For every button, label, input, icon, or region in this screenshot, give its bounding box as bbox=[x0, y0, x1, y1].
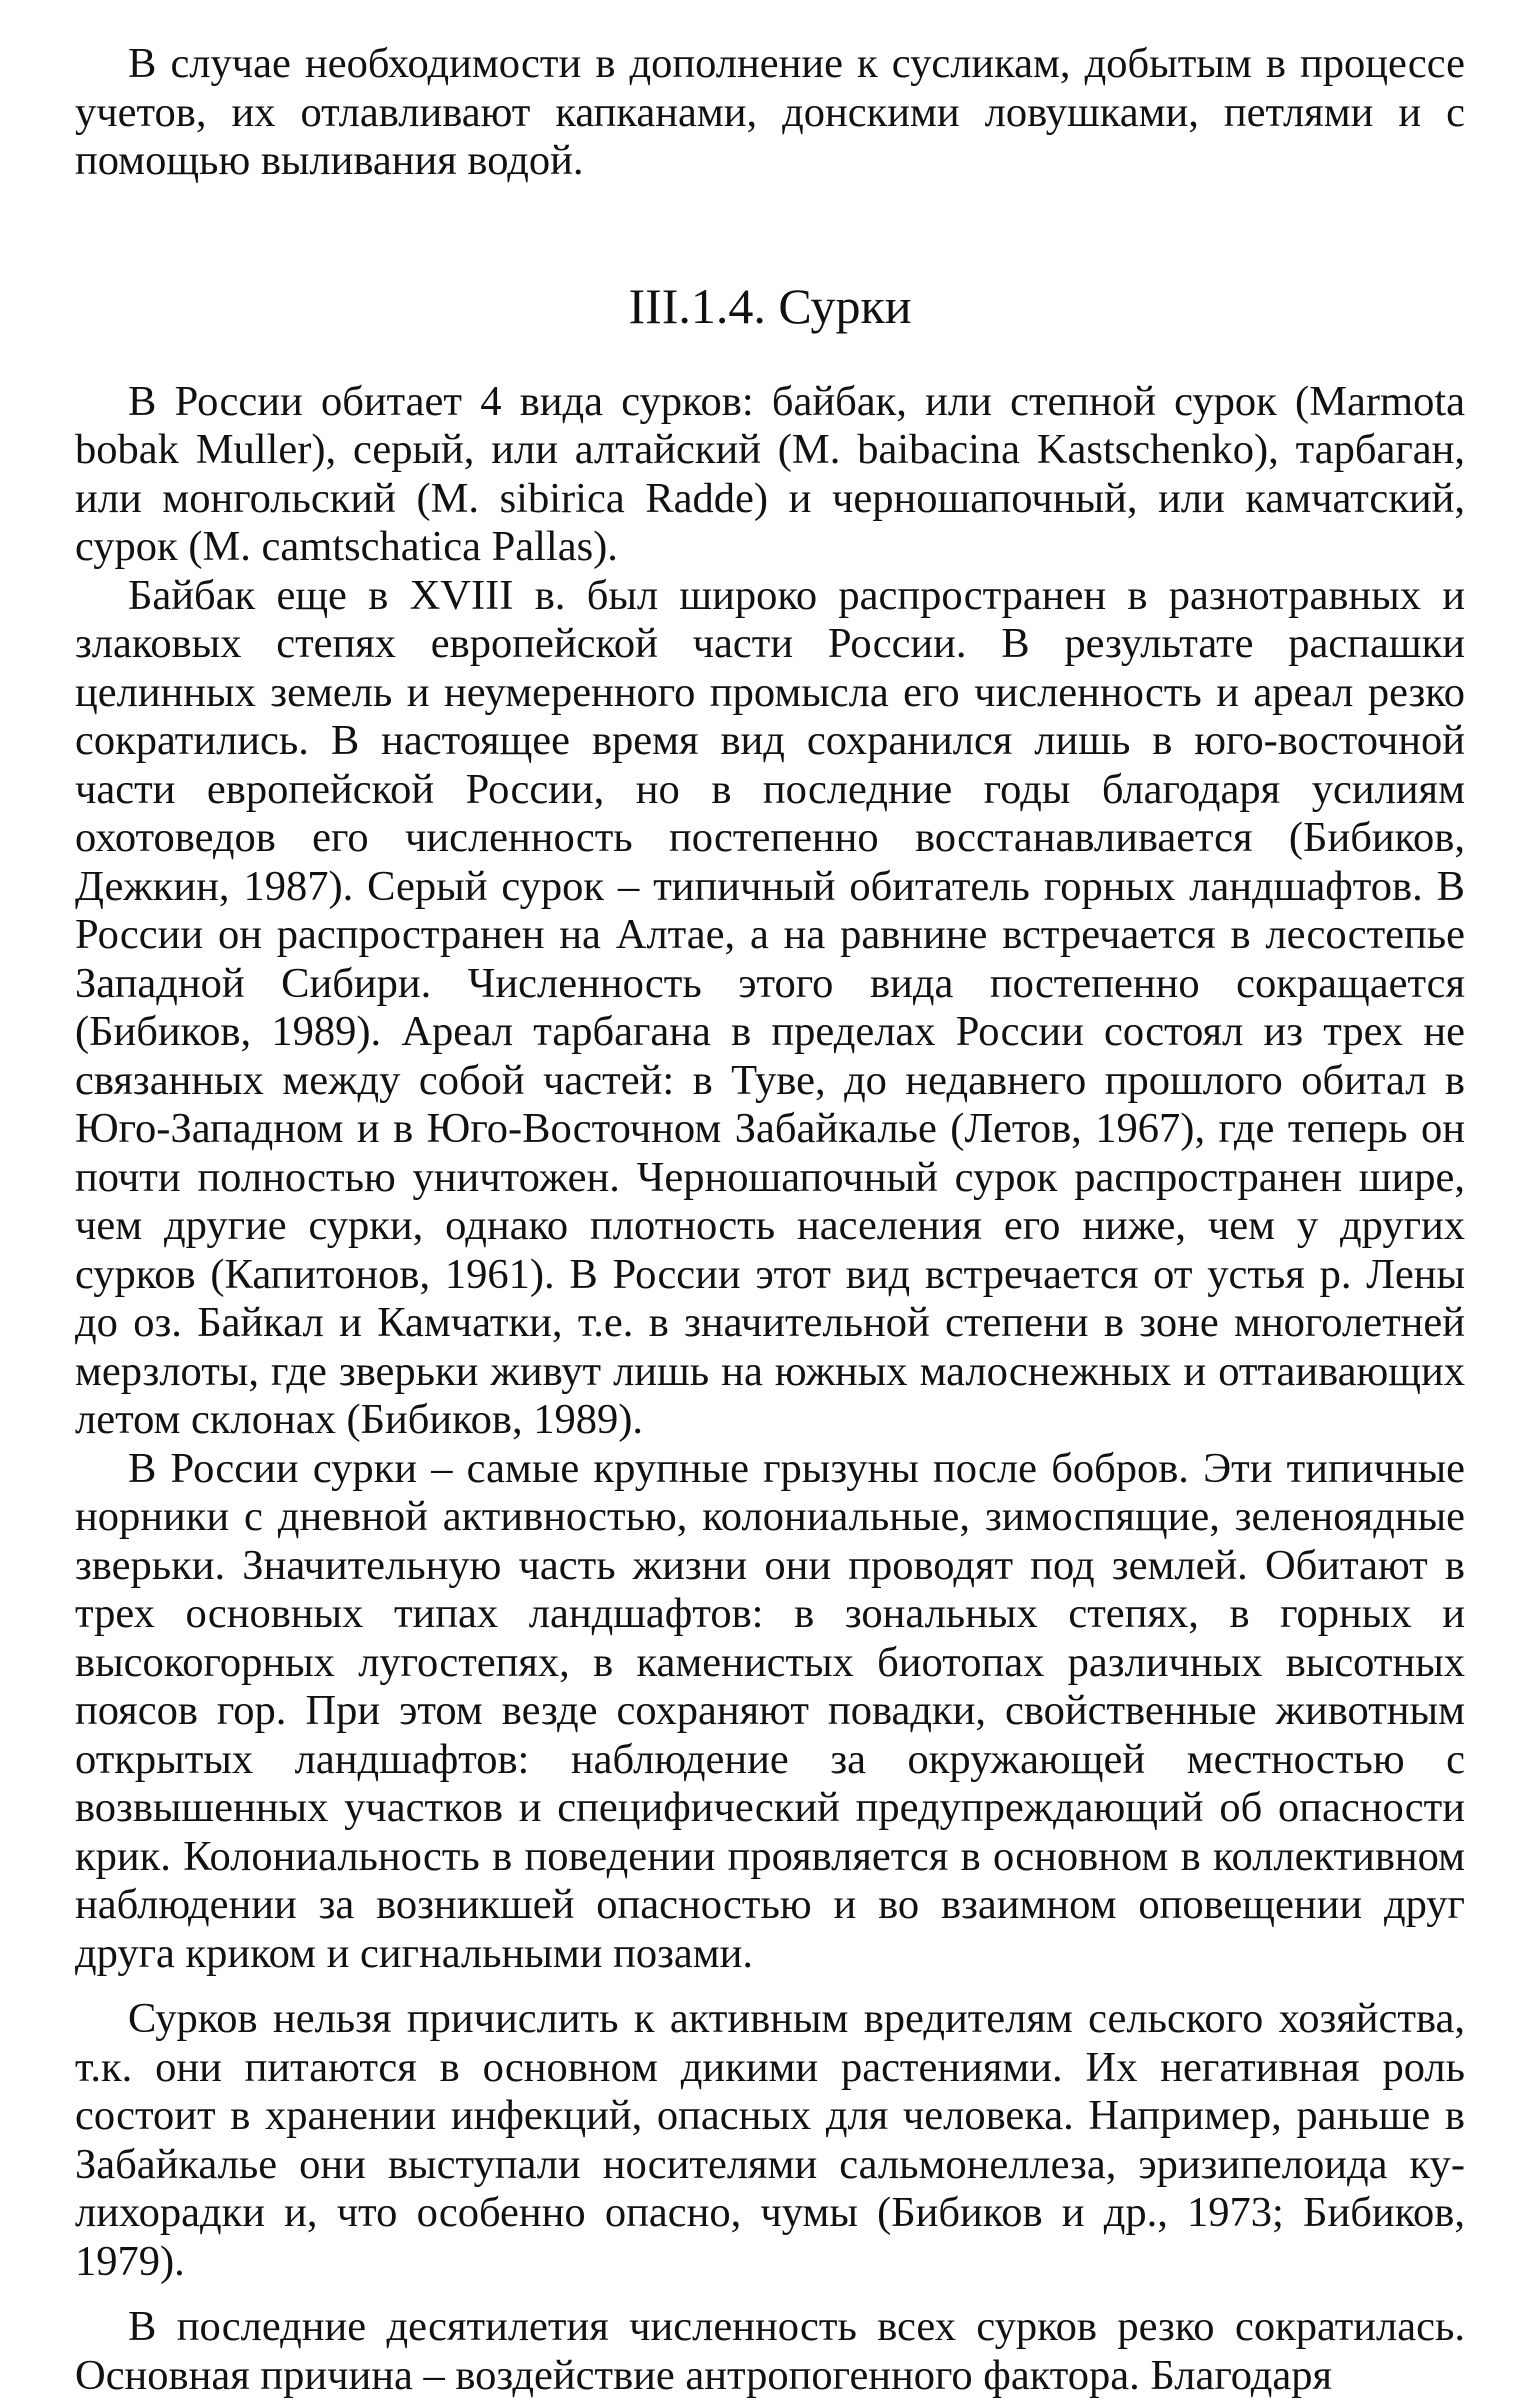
paragraph-species: В России обитает 4 вида сурков: байбак, или степной сурок (Marmota bobak Muller), серый, или алтайский (M. baibacina Kastschenko), тарбаган, или монгольский (M. sibirica Radde) и черношапочный, или камчатский, сурок (M. camtschatica Pallas). bbox=[75, 377, 1465, 570]
section-heading: III.1.4. Сурки bbox=[628, 277, 912, 334]
paragraph-pests: Сурков нельзя причислить к активным вредителям сельского хозяйства, т.к. они питаются в основном дикими растениями. Их негативная роль состоит в хранении инфекций, опасных для человека. Например, раньше в Забайкалье они выступали носителями сальмонеллеза, эризипелоида ку-лихорадки и, что особенно опасно, чумы (Бибиков и др., 1973; Бибиков, 1979). bbox=[75, 1995, 1465, 2285]
intro-paragraph: В случае необходимости в дополнение к сусликам, добытым в процессе учетов, их отлавливают капканами, донскими ловушками, петлями и с помощью выливания водой. bbox=[75, 40, 1465, 184]
document-page bbox=[75, 40, 1465, 2400]
paragraph-decline: В последние десятилетия численность всех сурков резко сократилась. Основная причина – воздействие антропогенного фактора. Благодаря bbox=[75, 2303, 1465, 2399]
paragraph-distribution: Байбак еще в XVIII в. был широко распространен в разнотравных и злаковых степях европейской части России. В результате распашки целинных земель и неумеренного промысла его численность и ареал резко сократились. В настоящее время вид сохранился лишь в юго-восточной части европейской России, но в последние годы благодаря усилиям охотоведов его численность постепенно восстанавливается (Бибиков, Дежкин, 1987). Серый сурок – типичный обитатель горных ландшафтов. В России он распространен на Алтае, а на равнине встречается в лесостепье Западной Сибири. Численность этого вида постепенно сокращается (Бибиков, 1989). Ареал тарбагана в пределах России состоял из трех не связанных между собой частей: в Туве, до недавнего прошлого обитал в Юго-Западном и в Юго-Восточном Забайкалье (Летов, 1967), где теперь он почти полностью уничтожен. Черношапочный сурок распространен шире, чем другие сурки, однако плотность населения его ниже, чем у других сурков (Капитонов, 1961). В России этот вид встречается от устья р. Лены до оз. Байкал и Камчатки, т.е. в значительной степени в зоне многолетней мерзлоты, где зверьки живут лишь на южных малоснежных и оттаивающих летом склонах (Бибиков, 1989). bbox=[75, 571, 1465, 1443]
paragraph-ecology: В России сурки – самые крупные грызуны после бобров. Эти типичные норники с дневной активностью, колониальные, зимоспящие, зеленоядные зверьки. Значительную часть жизни они проводят под землей. Обитают в трех основных типах ландшафтов: в зональных степях, в горных и высокогорных лугостепях, в каменистых биотопах различных высотных поясов гор. При этом везде сохраняют повадки, свойственные животным открытых ландшафтов: наблюдение за окружающей местностью с возвышенных участков и специфический предупреждающий об опасности крик. Колониальность в поведении проявляется в основном в коллективном наблюдении за возникшей опасностью и во взаимном оповещении друг друга криком и сигнальными позами. bbox=[75, 1444, 1465, 1977]
